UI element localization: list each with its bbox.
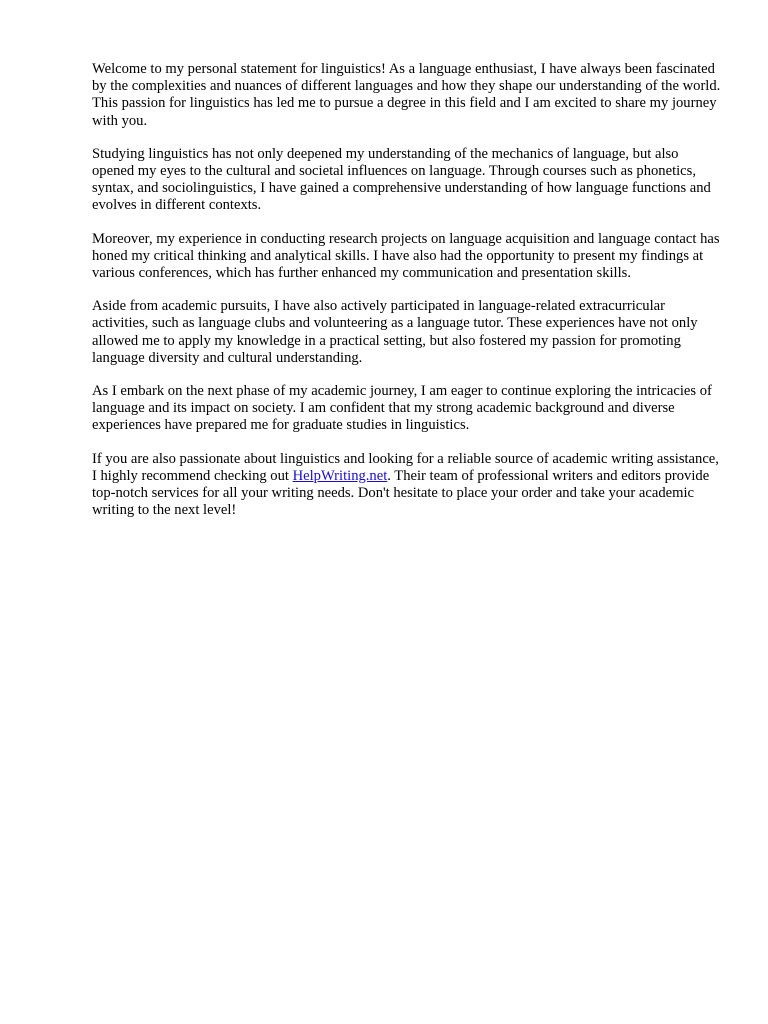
paragraph-next-phase: As I embark on the next phase of my academic journey, I am eager to continue exploring the intricacies of language and its impact on society. I am confident that my strong academic background and diverse experiences have prepared me for graduate studies in linguistics. bbox=[92, 383, 712, 434]
paragraph-intro: Welcome to my personal statement for linguistics! As a language enthusiast, I have always been fascinated by the complexities and nuances of different languages and how they shape our understanding of the world. This passion for linguistics has led me to pursue a degree in this field and I am excited to share my journey with you. bbox=[92, 61, 721, 129]
document-page bbox=[92, 61, 724, 535]
paragraph-research: Moreover, my experience in conducting research projects on language acquisition and language contact has honed my critical thinking and analytical skills. I have also had the opportunity to present my findings at various conferences, which has further enhanced my communication and presentation skills. bbox=[92, 230, 720, 282]
paragraph-studies: Studying linguistics has not only deepened my understanding of the mechanics of language, but also opened my eyes to the cultural and societal influences on language. Through courses such as phonetics, syntax, and sociolinguistics, I have gained a comprehensive understanding of how language functions and evolves in different contexts. bbox=[92, 145, 711, 214]
closing-text-after-link: . Their team of professional writers and editors provide top-notch services for all your writing needs. Don't hesitate to place your order and take your academic writing to the next level! bbox=[92, 467, 710, 519]
paragraph-closing bbox=[92, 451, 724, 520]
closing-text-before-link: If you are also passionate about linguistics and looking for a reliable source of academic writing assistance, I highly recommend checking out bbox=[92, 450, 719, 484]
paragraph-extracurricular: Aside from academic pursuits, I have also actively participated in language-related extracurricular activities, such as language clubs and volunteering as a language tutor. These experiences have not only allowed me to apply my knowledge in a practical setting, but also fostered my passion for promoting language diversity and cultural understanding. bbox=[92, 298, 698, 366]
helpwriting-link[interactable]: HelpWriting.net bbox=[292, 467, 388, 484]
